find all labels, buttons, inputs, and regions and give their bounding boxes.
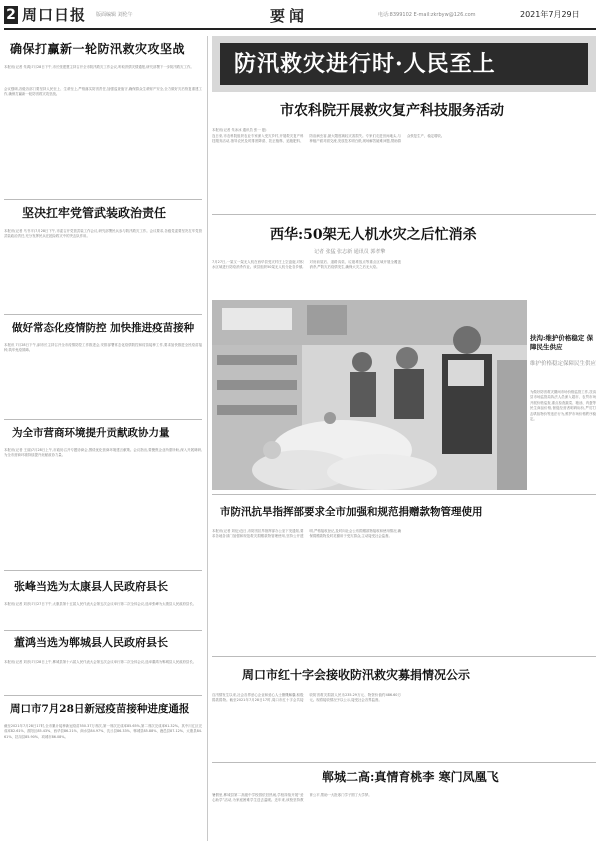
article-epidemic-prevention bbox=[4, 318, 202, 418]
article-dancheng-county bbox=[4, 634, 202, 692]
article-body: 本报讯(记者 刘伦)近日,市防汛抗旱指挥部办公室下发通知,要求各地各部门加强和规范救灾捐赠款物管理使用,坚持公开透明,严格接收登记,及时向社会公布捐赠款物接收和使用情况,确保捐赠款物及时足额用于受灾群众,主动接受社会监督。 bbox=[212, 529, 401, 539]
headline: 做好常态化疫情防控 加快推进疫苗接种 bbox=[12, 322, 195, 334]
headline: 为全市营商环境提升贡献政协力量 bbox=[12, 427, 170, 439]
divider bbox=[4, 630, 202, 631]
paper-name: 周口日报 bbox=[22, 6, 87, 24]
divider bbox=[212, 494, 596, 495]
divider bbox=[4, 695, 202, 696]
topic-banner bbox=[212, 36, 596, 92]
article-donation-management bbox=[212, 498, 596, 654]
divider bbox=[212, 762, 596, 763]
article-body: 会议强调,各级各部门要坚持人民至上、生命至上,严格落实防汛责任,加强巡查值守,确保群众生命财产安全,全力做好灾后恢复重建工作,确保打赢新一轮防汛救灾攻坚战。 bbox=[4, 87, 202, 97]
article-body: 本报讯(记者 刘彦)7月28日上午,郸城县第十六届人民代表大会第五次会议举行第二次全体会议,选举董鸿为郸城县人民政府县长。 bbox=[4, 660, 197, 664]
article-red-cross bbox=[212, 660, 596, 760]
byline: 本报讯(记者 朱鸿)7月28日下午,市长张建慧主持召开全市防汛救灾工作会议,听取汛情灾情通报,研究部署下一步防汛救灾工作。 bbox=[4, 65, 194, 69]
article-taikang-county bbox=[4, 574, 202, 628]
article-dancheng-school bbox=[212, 766, 596, 843]
contact-line: 电话:8399102 E-mail:zkrbyw@126.com bbox=[378, 12, 476, 18]
headline: 坚决扛牢党管武装政治责任 bbox=[22, 206, 167, 220]
photo-headline: 维护价格稳定保障民生供应 bbox=[530, 361, 597, 367]
headline: 确保打赢新一轮防汛救灾攻坚战 bbox=[10, 42, 186, 56]
headline: 周口市7月28日新冠疫苗接种进度通报 bbox=[10, 703, 190, 715]
article-body: 截至2021年7月28日17时,全市累计接种新冠疫苗550.37万剂次,第一剂次完成率85.65%,第二剂次完成率61.32%。其中川汇区完成率82.61%、淮阳区85.43%、西华县86.21%、商水县84.97%、沈丘县86.33%、郸城县85.88%、鹿邑县87.12%、太康县84.61%、扶沟县85.90%、项城市86.08%。 bbox=[4, 724, 202, 739]
page-number-box bbox=[4, 6, 18, 24]
market-photo bbox=[212, 300, 527, 490]
article-agri-academy bbox=[212, 96, 596, 212]
headline: 郸城二高:真情育桃李 寒门凤凰飞 bbox=[322, 770, 499, 784]
divider bbox=[4, 314, 202, 315]
market-photo-illustration bbox=[212, 300, 527, 490]
price-report-body: 为做好防汛救灾期间市场价格监管工作,扶沟县市场监管局执法人员深入超市、农贸市场开展价格巡查,重点检查蔬菜、粮油、肉蛋等民生商品价格,督促经营者明码标价,严厉打击哄抬物价等违法行为,维护市场价格秩序稳定。 bbox=[530, 390, 596, 422]
photo-caption: 扶沟:维护价格稳定 保障民生供应 bbox=[530, 334, 594, 351]
article-body: 连日来,市农科院组织农业专家深入受灾乡村,开展救灾复产科技服务活动,指导农民及时排涝降渍、扶正植株、追施肥料、防治病虫害,最大限度减轻灾害损失。专家们走进田间地头,与种植户面对面交流,发放技术明白纸,现场解答疑难问题,帮助群众恢复生产、稳定增收。 bbox=[212, 134, 445, 144]
headline: 市防汛抗旱指挥部要求全市加强和规范捐赠款物管理使用 bbox=[220, 506, 483, 518]
headline: 西华:50架无人机水灾之后忙消杀 bbox=[270, 227, 477, 243]
article-body: 本报讯(记者 马书平)7月28日下午,市委召开党管武装工作会议,研究部署民兵参与防汛救灾工作。会议要求,各级党委要坚决扛牢党管武装政治责任,充分发挥民兵在抢险救灾中的突击队作用。 bbox=[4, 229, 202, 239]
divider bbox=[212, 656, 596, 657]
masthead bbox=[0, 0, 600, 32]
issue-date: 2021年7月29日 bbox=[520, 10, 580, 19]
article-body: 7月27日,一架又一架无人机在西华县受灾村庄上空盘旋,对积水区域进行防疫消杀作业。该县组织50架无人机分赴各乡镇,对房前屋后、道路沟渠、垃圾堆放点等重点区域开展全覆盖消杀,严防灾后疫情发生,确保大灾之后无大疫。 bbox=[212, 260, 401, 270]
article-drone-disinfection bbox=[212, 218, 596, 312]
headline: 董鸿当选为郸城县人民政府县长 bbox=[14, 636, 168, 649]
banner-title: 防汛救灾进行时·人民至上 bbox=[234, 51, 496, 77]
headline: 张峰当选为太康县人民政府县长 bbox=[14, 580, 168, 593]
article-armed-forces bbox=[4, 204, 202, 312]
section-title: 要闻 bbox=[270, 7, 309, 25]
article-business-environment bbox=[4, 423, 202, 568]
divider bbox=[212, 214, 596, 215]
article-body: 自汛情发生以来,社会各界爱心企业和爱心人士慷慨解囊,积极捐款捐物。截至2021年7月28日17时,周口市红十字会共接收防汛救灾捐款人民币235.29万元、物资价值约486.60万元。现将接收情况予以公示,接受社会各界监督。 bbox=[212, 693, 401, 703]
divider bbox=[4, 199, 202, 200]
article-body: 本报讯(记者 王丽)7月28日上午,市政协召开专题协商会,围绕优化营商环境建言献策。会议指出,要聚焦企业所需所盼,深入开展调研,为全市营商环境持续提升贡献政协力量。 bbox=[4, 448, 202, 458]
divider bbox=[4, 570, 202, 571]
byline: 本报讯(记者 朱冰冰 通讯员 张一 夏) bbox=[212, 128, 267, 132]
article-body: 本报讯 7月28日下午,副市长主持召开全市疫情防控工作推进会,安排部署常态化疫情防控和疫苗接种工作,要求加快推进全民疫苗接种,筑牢免疫屏障。 bbox=[4, 343, 202, 353]
article-vaccination-report bbox=[4, 699, 202, 843]
left-column-divider bbox=[207, 36, 208, 841]
article-body: 暑假里,郸城县第二高级中学校园依旧热闹,学校持续开展“爱心助学”活动,为家庭困难学生送去温暖。近年来,该校坚持教育公平,帮助一大批寒门学子圆了大学梦。 bbox=[212, 793, 372, 803]
editor-line: 版面编辑 刘伦午 bbox=[96, 12, 133, 18]
divider bbox=[4, 419, 202, 420]
headline: 周口市红十字会接收防汛救灾募捐情况公示 bbox=[242, 668, 471, 682]
page-number: 2 bbox=[6, 7, 16, 23]
article-flood-battle bbox=[4, 36, 202, 196]
headline: 市农科院开展救灾复产科技服务活动 bbox=[280, 103, 504, 119]
article-body: 本报讯(记者 刘彦)7月27日下午,太康县第十五届人民代表大会第五次会议举行第二次全体会议,选举张峰为太康县人民政府县长。 bbox=[4, 602, 197, 606]
masthead-rule bbox=[4, 28, 596, 30]
byline: 记者 张猛 张志新 通讯员 郭孝擎 bbox=[314, 249, 386, 255]
